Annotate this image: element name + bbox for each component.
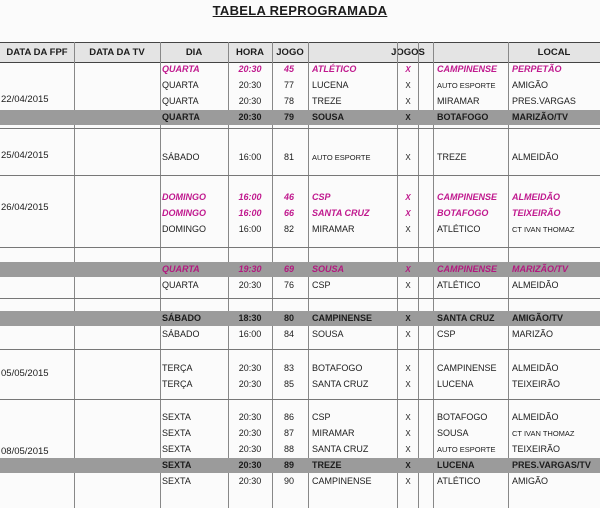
header-dia: DIA xyxy=(185,47,203,58)
match-day: SÁBADO xyxy=(162,152,200,162)
match-number: 87 xyxy=(283,428,294,438)
header-hora: HORA xyxy=(236,47,264,58)
header-local: LOCAL xyxy=(537,47,571,58)
versus-mark: X xyxy=(405,364,411,373)
versus-mark: X xyxy=(405,81,411,90)
match-time: 16:00 xyxy=(238,152,262,162)
versus-mark: X xyxy=(405,65,411,74)
match-venue: ALMEIDÃO xyxy=(512,280,559,290)
match-day: QUARTA xyxy=(162,64,200,74)
home-team: ATLÉTICO xyxy=(312,64,357,74)
header-data-tv: DATA DA TV xyxy=(89,47,145,58)
home-team: SANTA CRUZ xyxy=(312,379,369,389)
match-time: 20:30 xyxy=(238,379,262,389)
match-day: QUARTA xyxy=(162,264,200,274)
home-team: CSP xyxy=(312,192,331,202)
match-time: 20:30 xyxy=(238,64,262,74)
away-team: AUTO ESPORTE xyxy=(437,445,496,454)
header-jogo: JOGO xyxy=(276,47,304,58)
away-team: ATLÉTICO xyxy=(437,280,481,290)
match-number: 81 xyxy=(283,152,294,162)
home-team: TREZE xyxy=(312,96,342,106)
match-number: 88 xyxy=(283,444,294,454)
away-team: CAMPINENSE xyxy=(437,363,497,373)
match-time: 20:30 xyxy=(238,80,262,90)
group-divider xyxy=(0,175,600,176)
match-venue: PRES.VARGAS/TV xyxy=(512,460,591,470)
match-day: TERÇA xyxy=(162,363,193,373)
match-date: 08/05/2015 xyxy=(1,446,49,457)
away-team: ATLÉTICO xyxy=(437,476,481,486)
group-divider xyxy=(0,399,600,400)
match-date: 22/04/2015 xyxy=(1,94,49,105)
match-day: SEXTA xyxy=(162,460,192,470)
match-time: 18:30 xyxy=(238,313,262,323)
match-day: DOMINGO xyxy=(162,192,206,202)
match-time: 16:00 xyxy=(238,192,262,202)
match-date: 26/04/2015 xyxy=(1,202,49,213)
match-time: 20:30 xyxy=(238,96,262,106)
away-team: BOTAFOGO xyxy=(437,112,489,122)
table-row xyxy=(0,327,600,342)
match-time: 20:30 xyxy=(238,460,262,470)
match-number: 83 xyxy=(283,363,294,373)
table-row xyxy=(0,62,600,77)
versus-mark: X xyxy=(405,113,411,122)
group-divider xyxy=(0,298,600,299)
match-venue: AMIGÃO/TV xyxy=(512,313,563,323)
table-row xyxy=(0,222,600,237)
header-jogos: JOGOS xyxy=(391,47,425,58)
versus-mark: X xyxy=(405,461,411,470)
away-team: SOUSA xyxy=(437,428,469,438)
versus-mark: X xyxy=(405,153,411,162)
match-number: 78 xyxy=(283,96,294,106)
match-venue: PRES.VARGAS xyxy=(512,96,576,106)
match-venue: ALMEIDÃO xyxy=(512,412,559,422)
away-team: CAMPINENSE xyxy=(437,192,498,202)
match-venue: CT IVAN THOMAZ xyxy=(512,225,575,234)
home-team: CSP xyxy=(312,412,331,422)
match-number: 82 xyxy=(283,224,294,234)
versus-mark: X xyxy=(405,413,411,422)
table-row xyxy=(0,410,600,425)
away-team: TREZE xyxy=(437,152,467,162)
match-date: 05/05/2015 xyxy=(1,368,49,379)
home-team: SANTA CRUZ xyxy=(312,208,370,218)
group-divider xyxy=(0,247,600,248)
home-team: CAMPINENSE xyxy=(312,476,372,486)
versus-mark: X xyxy=(405,429,411,438)
header-data-fpf: DATA DA FPF xyxy=(6,47,68,58)
table-row xyxy=(0,94,600,109)
match-venue: PERPETÃO xyxy=(512,64,562,74)
home-team: CSP xyxy=(312,280,331,290)
table-row xyxy=(0,278,600,293)
match-time: 16:00 xyxy=(238,329,262,339)
table-row xyxy=(0,377,600,392)
away-team: BOTAFOGO xyxy=(437,412,488,422)
match-number: 46 xyxy=(283,192,294,202)
table-title: TABELA REPROGRAMADA xyxy=(212,3,388,18)
match-day: SÁBADO xyxy=(162,329,200,339)
match-time: 16:00 xyxy=(238,208,262,218)
match-number: 45 xyxy=(283,64,294,74)
match-venue: TEIXEIRÃO xyxy=(512,444,561,454)
home-team: AUTO ESPORTE xyxy=(312,153,371,162)
match-day: DOMINGO xyxy=(162,224,206,234)
versus-mark: X xyxy=(405,209,411,218)
match-number: 80 xyxy=(283,313,294,323)
home-team: SOUSA xyxy=(312,264,345,274)
versus-mark: X xyxy=(405,380,411,389)
match-time: 16:00 xyxy=(238,224,262,234)
versus-mark: X xyxy=(405,477,411,486)
table-header xyxy=(0,42,600,63)
home-team: MIRAMAR xyxy=(312,428,355,438)
table-row xyxy=(0,442,600,457)
table-row xyxy=(0,311,600,326)
table-row xyxy=(0,361,600,376)
table-row xyxy=(0,474,600,489)
table-row xyxy=(0,426,600,441)
match-time: 20:30 xyxy=(238,363,262,373)
away-team: AUTO ESPORTE xyxy=(437,81,496,90)
away-team: ATLÉTICO xyxy=(437,224,481,234)
versus-mark: X xyxy=(405,193,411,202)
match-number: 69 xyxy=(283,264,294,274)
table-row xyxy=(0,206,600,221)
home-team: SANTA CRUZ xyxy=(312,444,369,454)
match-day: QUARTA xyxy=(162,96,199,106)
home-team: SOUSA xyxy=(312,329,344,339)
home-team: SOUSA xyxy=(312,112,345,122)
match-day: QUARTA xyxy=(162,112,200,122)
away-team: CAMPINENSE xyxy=(437,264,498,274)
table-row xyxy=(0,190,600,205)
match-number: 84 xyxy=(283,329,294,339)
match-day: SEXTA xyxy=(162,476,191,486)
match-venue: MARIZÃO/TV xyxy=(512,264,568,274)
table-row xyxy=(0,78,600,93)
match-venue: MARIZÃO/TV xyxy=(512,112,568,122)
versus-mark: X xyxy=(405,330,411,339)
table-row xyxy=(0,150,600,165)
home-team: CAMPINENSE xyxy=(312,313,373,323)
match-number: 77 xyxy=(283,80,294,90)
match-day: DOMINGO xyxy=(162,208,206,218)
table-row xyxy=(0,458,600,473)
group-divider xyxy=(0,128,600,129)
match-venue: ALMEIDÃO xyxy=(512,363,559,373)
home-team: BOTAFOGO xyxy=(312,363,363,373)
away-team: LUCENA xyxy=(437,460,475,470)
match-time: 20:30 xyxy=(238,412,262,422)
match-venue: AMIGÃO xyxy=(512,80,549,90)
home-team: TREZE xyxy=(312,460,342,470)
match-number: 89 xyxy=(283,460,294,470)
home-team: LUCENA xyxy=(312,80,349,90)
match-venue: ALMEIDÃO xyxy=(512,192,560,202)
versus-mark: X xyxy=(405,314,411,323)
away-team: BOTAFOGO xyxy=(437,208,489,218)
table-row xyxy=(0,262,600,277)
match-number: 79 xyxy=(283,112,294,122)
match-time: 20:30 xyxy=(238,476,262,486)
match-venue: ALMEIDÃO xyxy=(512,152,559,162)
away-team: LUCENA xyxy=(437,379,474,389)
match-day: SÁBADO xyxy=(162,313,202,323)
versus-mark: X xyxy=(405,225,411,234)
home-team: MIRAMAR xyxy=(312,224,355,234)
match-number: 90 xyxy=(283,476,294,486)
away-team: CAMPINENSE xyxy=(437,64,498,74)
match-venue: TEIXEIRÃO xyxy=(512,379,561,389)
match-number: 66 xyxy=(283,208,294,218)
match-time: 20:30 xyxy=(238,428,262,438)
match-time: 20:30 xyxy=(238,444,262,454)
match-number: 76 xyxy=(283,280,294,290)
table-row xyxy=(0,110,600,125)
away-team: CSP xyxy=(437,329,456,339)
match-time: 20:30 xyxy=(238,112,262,122)
match-time: 20:30 xyxy=(238,280,262,290)
match-day: SEXTA xyxy=(162,412,191,422)
versus-mark: X xyxy=(405,445,411,454)
match-day: QUARTA xyxy=(162,80,199,90)
match-day: SEXTA xyxy=(162,428,191,438)
match-time: 19:30 xyxy=(238,264,262,274)
versus-mark: X xyxy=(405,97,411,106)
match-day: TERÇA xyxy=(162,379,193,389)
match-day: SEXTA xyxy=(162,444,191,454)
versus-mark: X xyxy=(405,281,411,290)
match-date: 25/04/2015 xyxy=(1,150,49,161)
match-venue: CT IVAN THOMAZ xyxy=(512,429,575,438)
match-number: 86 xyxy=(283,412,294,422)
away-team: MIRAMAR xyxy=(437,96,480,106)
match-day: QUARTA xyxy=(162,280,199,290)
group-divider xyxy=(0,349,600,350)
match-venue: AMIGÃO xyxy=(512,476,549,486)
away-team: SANTA CRUZ xyxy=(437,313,495,323)
match-venue: MARIZÃO xyxy=(512,329,554,339)
match-venue: TEIXEIRÃO xyxy=(512,208,561,218)
versus-mark: X xyxy=(405,265,411,274)
match-number: 85 xyxy=(283,379,294,389)
